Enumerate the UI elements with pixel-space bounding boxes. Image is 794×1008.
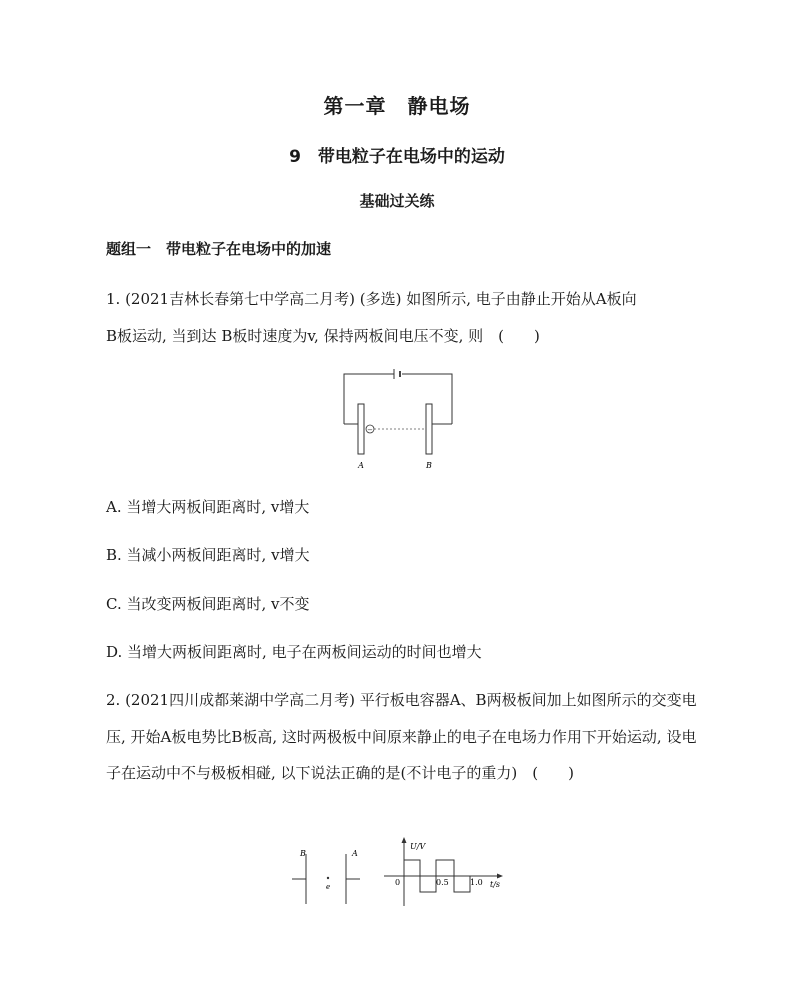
section-title: 9 带电粒子在电场中的运动 xyxy=(289,147,505,167)
x-axis-arrow-icon xyxy=(497,874,503,879)
question-1-figure xyxy=(336,368,456,472)
chapter-title: 第一章 静电场 xyxy=(323,94,471,118)
y-axis-arrow-icon xyxy=(402,837,407,843)
plate-a-label: A xyxy=(358,461,364,470)
plate-b-label: B xyxy=(426,461,432,470)
fig2-plate-a-label: A xyxy=(352,849,358,858)
question-2-text: 2. (2021四川成都莱湖中学高二月考) 平行板电容器A、B两极板间加上如图所示的交变电压, 开始A板电势比B板高, 这时两极板中间原来静止的电子在电场力作用下开始运动, 设电子在运动中不与极板相碰, 以下说法正确的是(不计电子的重力) ( ) xyxy=(106,691,697,782)
plate-a xyxy=(358,404,364,454)
option-a[interactable]: A. 当增大两板间距离时, v增大 xyxy=(106,498,310,516)
fig2-electron-label: e xyxy=(326,883,331,891)
tick-label-1-0: 1.0 xyxy=(470,878,483,887)
question-1-line-1: 1. (2021吉林长春第七中学高二月考) (多选) 如图所示, 电子由静止开始从A板向 xyxy=(106,290,637,308)
option-c[interactable]: C. 当改变两板间距离时, v不变 xyxy=(106,595,310,613)
y-axis-label: U/V xyxy=(410,842,426,851)
electron-sign: − xyxy=(367,426,373,434)
electron-dot-icon xyxy=(327,877,329,879)
tick-label-0-5: 0.5 xyxy=(436,878,449,887)
section-subtitle: 基础过关练 xyxy=(359,192,435,210)
question-1-line-2: B板运动, 当到达 B板时速度为v, 保持两板间电压不变, 则 ( ) xyxy=(106,327,540,345)
x-axis-label: t/s xyxy=(490,880,501,889)
circuit-wire-left xyxy=(344,374,394,424)
plate-b xyxy=(426,404,432,454)
origin-label: 0 xyxy=(395,878,401,887)
option-b[interactable]: B. 当减小两板间距离时, v增大 xyxy=(106,546,310,564)
fig2-plate-b-label: B xyxy=(300,849,306,858)
question-2-figure xyxy=(286,836,516,912)
option-d[interactable]: D. 当增大两板间距离时, 电子在两板间运动的时间也增大 xyxy=(106,643,482,661)
group-heading: 题组一 带电粒子在电场中的加速 xyxy=(106,240,332,258)
